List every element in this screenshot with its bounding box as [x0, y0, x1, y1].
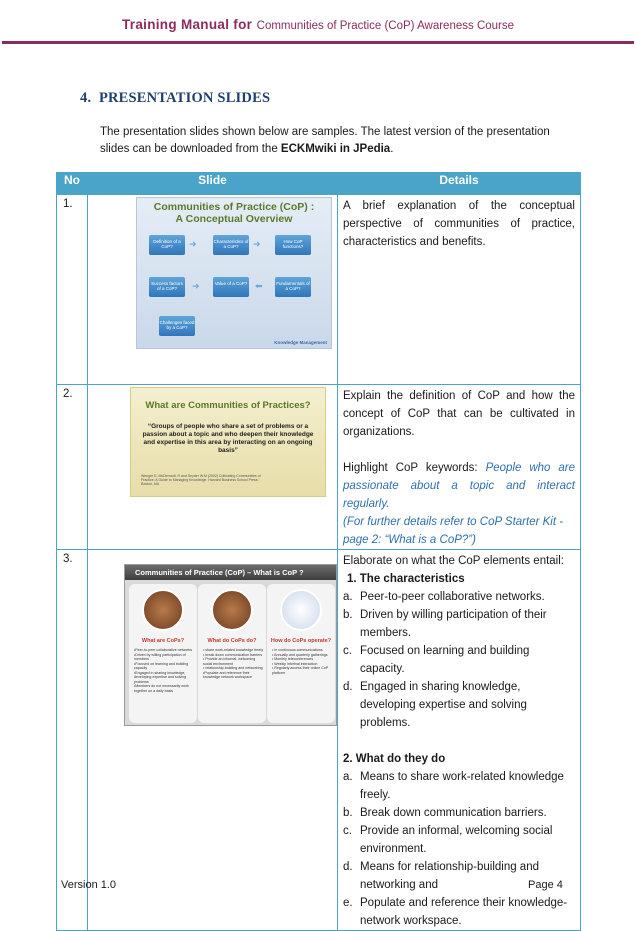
row-number: 2.: [57, 385, 88, 550]
slide1-title-line2: A Conceptual Overview: [175, 213, 293, 225]
slide1-box: Success factors of a CoP?: [149, 277, 185, 297]
intro-text: The presentation slides shown below are samples. The latest version of the presentation slides can be downloaded from the: [100, 126, 550, 155]
slide3-line: •Focused on learning and building capacity: [134, 661, 189, 670]
slide3-column: [267, 584, 335, 723]
slide3-line: • In continuous communications: [272, 648, 323, 652]
slide-thumbnail-1: [136, 197, 332, 349]
slide3-column-lines: [134, 648, 194, 693]
details-intro: Elaborate on what the CoP elements entail:: [343, 555, 564, 567]
list-item: a. Peer-to-peer collaborative networks.: [343, 591, 545, 603]
slide3-column-lines: [203, 648, 263, 680]
slide3-title: Communities of Practice (CoP) – What is CoP ?: [125, 565, 336, 580]
details-paragraph: Explain the definition of CoP and how the concept of CoP that can be cultivated in organizations.: [343, 390, 575, 438]
slide3-line: •Peer-to-peer collaborative networks: [134, 648, 192, 652]
arrow-right-icon: ➜: [189, 239, 197, 249]
intro-end: .: [390, 143, 394, 155]
details-keywords: [343, 459, 575, 513]
slide1-box: Characteristics of a CoP?: [213, 235, 249, 255]
header-no: No: [57, 173, 88, 195]
slide1-box: Definition of a CoP?: [149, 235, 185, 255]
table-row: [57, 550, 581, 931]
keywords-text: People who are passionate about a topic and interact regularly.: [343, 462, 576, 510]
section-title: PRESENTATION SLIDES: [98, 90, 271, 106]
slide3-column-lines: [272, 648, 332, 675]
header-details: Details: [338, 173, 581, 195]
slides-table: [56, 172, 581, 931]
what-they-do-list: [343, 768, 575, 930]
header-title-bold: Training Manual for: [121, 17, 253, 32]
slide3-line: •Driven by willing participation of members: [134, 652, 186, 661]
slide3-line: • break down communication barriers: [203, 652, 263, 657]
slide3-line: •Populate and reference their knowledge network workspace: [203, 670, 252, 679]
slide1-logo: Knowledge Management: [274, 340, 327, 345]
slide1-title: [137, 201, 331, 225]
slide2-title: What are Communities of Practices?: [145, 400, 311, 411]
slide3-column-head: What do CoPs do?: [207, 638, 257, 644]
header-title-rest: Communities of Practice (CoP) Awareness Course: [256, 20, 515, 32]
list-item: b. Driven by willing participation of their members.: [343, 609, 547, 639]
slide-cell: [88, 385, 338, 550]
table-row: [57, 385, 581, 550]
table-header-row: [57, 173, 581, 195]
slide1-box: Challenges faced by a CoP?: [159, 316, 195, 336]
details-cell: A brief explanation of the conceptual perspective of communities of practice, characteristics and benefits.: [338, 195, 581, 385]
arrow-right-icon: ➜: [192, 281, 200, 291]
network-diagram-icon: [280, 589, 322, 631]
slide3-line: •Engaged in sharing knowledge, developing expertise and solving problems: [134, 670, 187, 684]
list-item: a. Means to share work-related knowledge freely.: [343, 771, 564, 801]
arrow-left-icon: ⬅: [255, 281, 263, 291]
details-cell: [338, 550, 581, 931]
list-item: d. Engaged in sharing knowledge, developing expertise and solving problems.: [343, 681, 527, 729]
table-row: [57, 195, 581, 385]
slide3-line: • Annually and quarterly gatherings: [272, 652, 328, 657]
slide3-line: • share work-related knowledge freely: [203, 648, 263, 652]
slide3-column: [129, 584, 197, 723]
characteristics-heading: 1. The characteristics: [347, 573, 465, 585]
characteristics-list: [343, 588, 575, 732]
slide-thumbnail-3: [124, 564, 337, 726]
slide2-quote: “Groups of people who share a set of problems or a passion about a topic and who deepen their knowledge and expertise in this area by interacting on an ongoing basis”: [142, 423, 314, 454]
slide1-title-line1: Communities of Practice (CoP) :: [153, 201, 315, 213]
intro-paragraph: [100, 124, 570, 158]
row-number: 3.: [57, 550, 88, 931]
header-divider: [2, 41, 634, 44]
section-number: 4.: [80, 90, 92, 106]
list-item: c. Focused on learning and building capacity.: [343, 645, 530, 675]
list-item: e. Populate and reference their knowledge-network workspace.: [343, 897, 568, 927]
slide2-source: Wenger E, McDermott, R and Snyder W.M (2002) Cultivating Communities of Practice: A Guide to Managing Knowledge. Harvard Business School Press: Boston, MA: [141, 474, 261, 486]
slide-thumbnail-2: [130, 387, 326, 497]
eckmwiki-link[interactable]: ECKMwiki in JPedia: [280, 143, 391, 155]
slide-cell: [88, 195, 338, 385]
row-number: 1.: [57, 195, 88, 385]
list-item: b. Break down communication barriers.: [343, 807, 547, 819]
slide3-line: • Monthly teleconferences: [272, 657, 314, 661]
slide3-column-head: How do CoPs operate?: [270, 638, 332, 644]
slide3-line: • Regularly access their online CoP platform: [272, 666, 329, 675]
arrow-right-icon: ➜: [253, 239, 261, 249]
slide1-box: Value of a CoP?: [213, 277, 249, 297]
list-item: c. Provide an informal, welcoming social environment.: [343, 825, 553, 855]
slide3-column-head: What are CoPs?: [141, 638, 185, 644]
photo-circle: [142, 589, 184, 631]
photo-circle: [211, 589, 253, 631]
details-cell: [338, 385, 581, 550]
slide3-line: • relationship-building and networking: [203, 666, 263, 670]
slide1-box: Fundamentals of a CoP?: [275, 277, 311, 297]
slide3-line: • Weekly informal interaction: [272, 661, 318, 666]
what-they-do-heading: 2. What do they do: [343, 753, 446, 765]
slide1-box: How CoP functions?: [275, 235, 311, 255]
slide-cell: [88, 550, 338, 931]
details-reference: (For further details refer to CoP Starter Kit - page 2: “What is a CoP?”): [343, 516, 564, 546]
header-slide: Slide: [88, 173, 338, 195]
footer-page-number: Page 4: [528, 879, 563, 891]
section-heading: [80, 90, 270, 107]
keywords-label: Highlight CoP keywords:: [343, 462, 486, 474]
slide3-line: • Provide an informal, welcoming social environment: [203, 657, 256, 666]
slide3-column: [198, 584, 266, 723]
footer-version: Version 1.0: [61, 879, 117, 891]
document-header: [0, 16, 636, 34]
slide3-line: •Members do not necessarily work together on a daily basis: [134, 684, 189, 693]
list-item: d. Means for relationship-building and networking and: [343, 861, 539, 891]
